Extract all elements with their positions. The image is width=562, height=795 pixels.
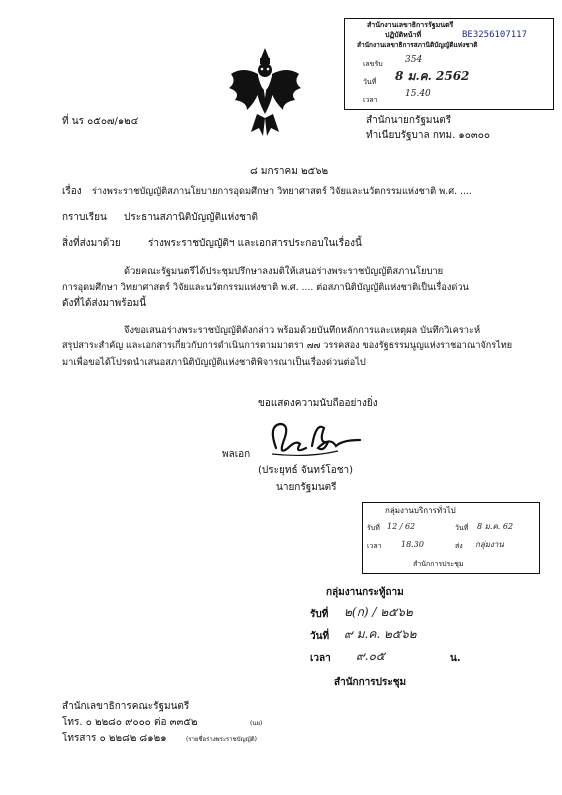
receipt-stamp-office: สำนักงานเลขาธิการรัฐมนตรี — [367, 21, 454, 29]
general-stamp-time-value: 18.30 — [401, 540, 424, 549]
meeting-stamp-recv-label: รับที่ — [310, 609, 329, 620]
general-stamp-date-label: วันที่ — [455, 524, 469, 532]
meeting-stamp-date-value: ๙ ม.ค. ๒๕๖๒ — [344, 627, 417, 641]
footer-tel: โทร. ๐ ๒๒๘๐ ๙๐๐๐ ต่อ ๓๓๕๒ — [62, 717, 198, 728]
receipt-stamp-date-label: วันที่ — [363, 78, 377, 86]
enclosure-label: สิ่งที่ส่งมาด้วย — [62, 238, 121, 249]
paragraph-1-line-1: ด้วยคณะรัฐมนตรีได้ประชุมปรึกษาลงมติให้เสนอร่างพระราชบัญญัติสภานโยบาย — [124, 266, 444, 277]
general-stamp-send-label: ส่ง — [455, 542, 463, 550]
subject-label: เรื่อง — [62, 186, 82, 197]
receipt-stamp-dept: ปฏิบัติหน้าที่ — [385, 31, 422, 39]
paragraph-1-line-2: การอุดมศึกษา วิทยาศาสตร์ วิจัยและนวัตกรรมแห่งชาติ พ.ศ. .... ต่อสภานิติบัญญัติแห่งชาติเป็นเรื่องด่วน — [62, 282, 469, 293]
closing: ขอแสดงความนับถืออย่างยิ่ง — [258, 398, 378, 409]
tracking-code: BE3256107117 — [462, 30, 528, 40]
general-services-stamp — [362, 502, 540, 574]
general-stamp-send-value: กลุ่มงาน — [475, 540, 504, 549]
general-stamp-time-label: เวลา — [367, 542, 382, 550]
meeting-stamp-title: กลุ่มงานกระทู้ถาม — [326, 587, 404, 598]
footer-fax: โทรสาร ๐ ๒๒๘๒ ๘๑๒๑ — [62, 733, 167, 744]
general-stamp-footer: สำนักการประชุม — [413, 560, 464, 568]
paragraph-2-line-3: มาเพื่อขอได้โปรดนำเสนอสภานิติบัญญัติแห่งชาติพิจารณาเป็นเรื่องด่วนต่อไป — [62, 357, 366, 368]
paragraph-2-line-1: จึงขอเสนอร่างพระราชบัญญัติดังกล่าว พร้อมด้วยบันทึกหลักการและเหตุผล บันทึกวิเคราะห์ — [124, 325, 481, 336]
general-stamp-recv-value: 12 / 62 — [387, 522, 416, 531]
general-stamp-date-value: 8 ม.ค. 62 — [477, 522, 514, 531]
garuda-emblem — [225, 44, 305, 139]
meeting-stamp-time-label: เวลา — [310, 653, 331, 664]
receipt-stamp-time-value: 15.40 — [405, 89, 431, 99]
paragraph-2-line-2: สรุปสาระสำคัญ และเอกสารเกี่ยวกับการดำเนินการตามมาตรา ๗๗ วรรคสอง ของรัฐธรรมนูญแห่งราชอาณาจักรไทย — [62, 341, 513, 351]
signature-rank: พลเอก — [222, 449, 251, 460]
general-stamp-title: กลุ่มงานบริการทั่วไป — [385, 506, 456, 515]
receipt-stamp-no-label: เลขรับ — [363, 60, 383, 68]
paragraph-1-line-3: ดังที่ได้ส่งมาพร้อมนี้ — [62, 298, 147, 309]
footer-fax-note: (รายชื่อร่างพระราชบัญญัติ) — [186, 736, 257, 743]
receipt-stamp-no-value: 354 — [405, 55, 423, 65]
meeting-stamp-footer: สำนักการประชุม — [334, 677, 407, 688]
signature-title: นายกรัฐมนตรี — [276, 482, 337, 493]
receipt-stamp-time-label: เวลา — [363, 96, 378, 104]
meeting-stamp-time-unit: น. — [450, 653, 461, 664]
handwritten-signature — [258, 418, 368, 464]
enclosure-text: ร่างพระราชบัญญัติฯ และเอกสารประกอบในเรื่องนี้ — [148, 238, 362, 249]
meeting-stamp-date-label: วันที่ — [310, 631, 330, 642]
footer-tel-note: (นย) — [250, 720, 263, 727]
signature-name: (ประยุทธ์ จันทร์โอชา) — [258, 465, 354, 476]
letter-date: ๘ มกราคม ๒๕๖๒ — [250, 166, 329, 177]
recipient-label: กราบเรียน — [62, 212, 107, 223]
recipient-text: ประธานสภานิติบัญญัติแห่งชาติ — [124, 212, 258, 223]
document-number: ที่ นร ๐๕๐๗/๑๒๔ — [62, 116, 139, 127]
receipt-stamp-sub: สำนักงานเลขาธิการสภานิติบัญญัติแห่งชาติ — [357, 41, 478, 49]
footer-office: สำนักเลขาธิการคณะรัฐมนตรี — [62, 701, 190, 712]
receipt-stamp-date-value: 8 ม.ค. 2562 — [395, 69, 470, 83]
meeting-stamp-time-value: ๙.๐๕ — [356, 649, 386, 663]
sender-office: สำนักนายกรัฐมนตรี — [366, 115, 452, 126]
general-stamp-recv-label: รับที่ — [367, 524, 380, 532]
sender-address: ทำเนียบรัฐบาล กทม. ๑๐๓๐๐ — [366, 130, 490, 141]
meeting-stamp-recv-value: ๒(ก) / ๒๕๖๒ — [344, 605, 413, 619]
subject-text: ร่างพระราชบัญญัติสภานโยบายการอุดมศึกษา วิทยาศาสตร์ วิจัยและนวัตกรรมแห่งชาติ พ.ศ. .... — [92, 186, 472, 197]
meeting-stamp — [300, 585, 480, 695]
